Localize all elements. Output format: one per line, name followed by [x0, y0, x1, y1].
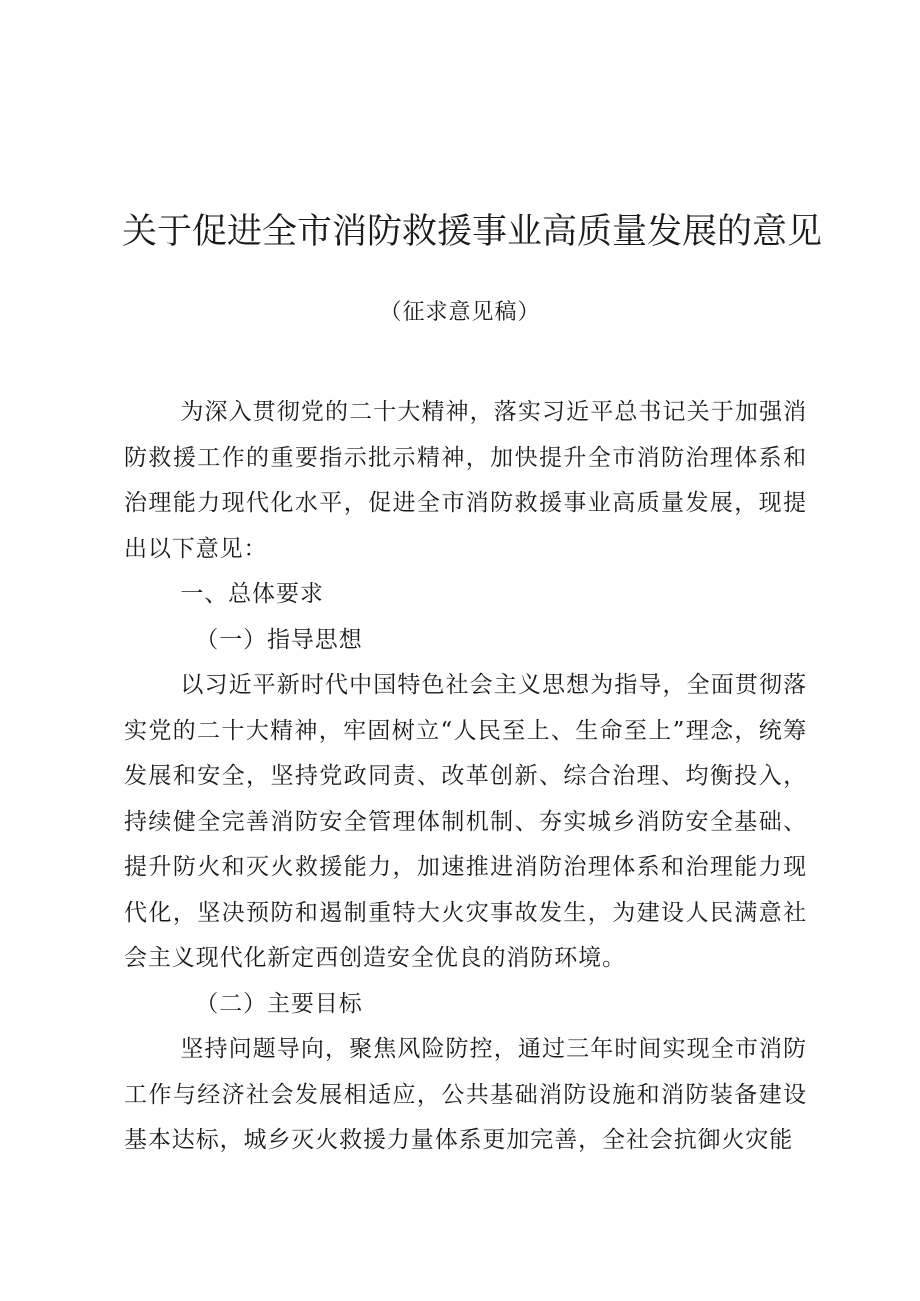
- document-title: 关于促进全市消防救援事业高质量发展的意见: [122, 212, 823, 252]
- document-subtitle: （征求意见稿）: [379, 300, 541, 325]
- section-heading: 一、总体要求: [180, 581, 324, 607]
- paragraph: 坚持问题导向，聚焦风险防控，通过三年时间实现全市消防工作与经济社会发展相适应，公共基础消防设施和消防装备建设基本达标，城乡灭火救援力量体系更加完善，全社会抗御火灾能: [124, 1036, 807, 1153]
- subsection-heading: （一）指导思想: [195, 626, 363, 653]
- intro-paragraph: 为深入贯彻党的二十大精神，落实习近平总书记关于加强消防救援工作的重要指示批示精神，加快提升全市消防治理体系和治理能力现代化水平，促进全市消防救援事业高质量发展，现提出以下意见：: [124, 399, 807, 562]
- paragraph: 以习近平新时代中国特色社会主义思想为指导，全面贯彻落实党的二十大精神，牢固树立“人民至上、生命至上”理念，统筹发展和安全，坚持党政同责、改革创新、综合治理、均衡投入，持续健全完善消防安全管理体制机制、夯实城乡消防安全基础、提升防火和灭火救援能力，加速推进消防治理体系和治理能力现代化，坚决预防和遏制重特大火灾事故发生，为建设人民满意社会主义现代化新定西创造安全优良的消防环境。: [124, 672, 807, 971]
- document-body: [124, 390, 807, 1164]
- subsection-heading: （二）主要目标: [195, 990, 363, 1017]
